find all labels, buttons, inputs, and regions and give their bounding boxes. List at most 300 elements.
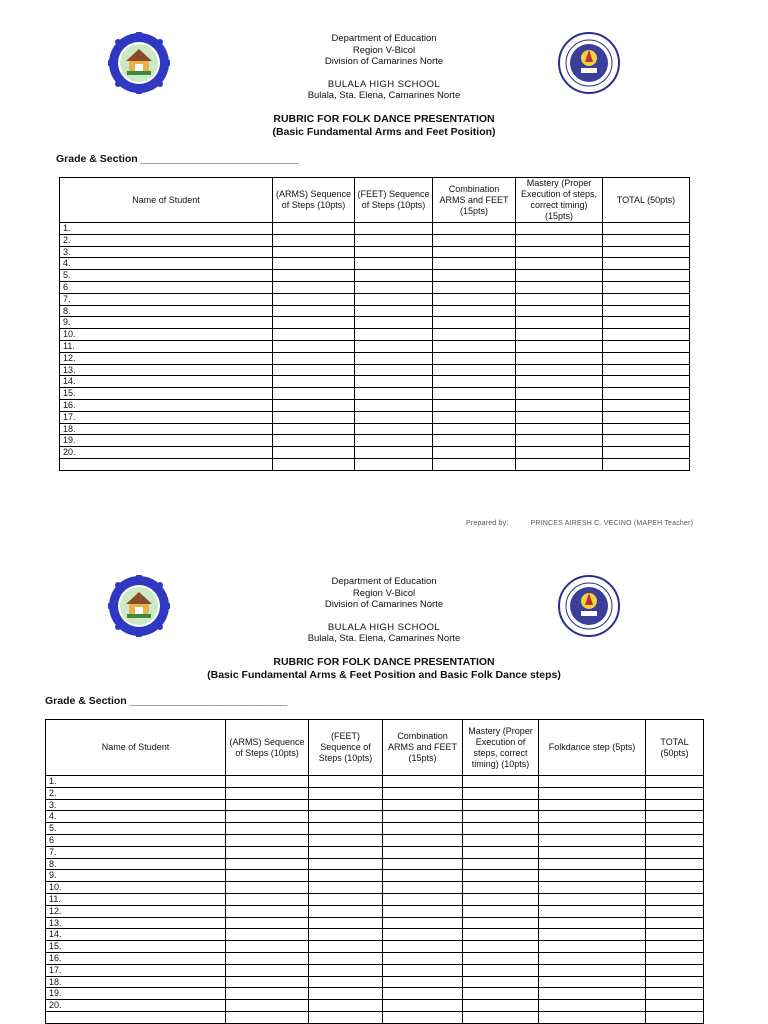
- score-cell: [226, 976, 309, 988]
- score-cell: [603, 329, 690, 341]
- score-cell: [539, 941, 646, 953]
- table-row: [46, 870, 704, 882]
- score-cell: [539, 776, 646, 788]
- score-cell: [603, 305, 690, 317]
- score-cell: [433, 258, 516, 270]
- grade-section-field: Grade & Section ___________________________: [45, 695, 288, 707]
- score-cell: [383, 952, 463, 964]
- score-cell: [646, 929, 704, 941]
- student-name-cell: 2.: [46, 787, 226, 799]
- score-cell: [646, 823, 704, 835]
- score-cell: [383, 941, 463, 953]
- header-department: Department of Education: [331, 33, 437, 44]
- score-cell: [355, 234, 433, 246]
- score-cell: [383, 964, 463, 976]
- score-cell: [355, 447, 433, 459]
- table-row: [46, 811, 704, 823]
- score-cell: [273, 364, 355, 376]
- score-cell: [226, 941, 309, 953]
- score-cell: [516, 258, 603, 270]
- school-header: [0, 33, 768, 102]
- score-cell: [646, 952, 704, 964]
- student-name-cell: 10.: [46, 882, 226, 894]
- score-cell: [383, 988, 463, 1000]
- header-region: Region V-Bicol: [352, 587, 416, 599]
- student-name-cell: 16.: [46, 952, 226, 964]
- score-cell: [539, 823, 646, 835]
- score-cell: [516, 293, 603, 305]
- score-cell: [273, 411, 355, 423]
- header-department: Department of Education: [331, 576, 437, 587]
- rubric-title: [0, 656, 768, 682]
- score-cell: [273, 423, 355, 435]
- table-row: [60, 364, 690, 376]
- grade-section-field: Grade & Section ___________________________: [56, 153, 299, 165]
- score-cell: [309, 941, 383, 953]
- student-name-cell: 13.: [60, 364, 273, 376]
- score-cell: [309, 917, 383, 929]
- score-cell: [603, 246, 690, 258]
- header-division: Division of Camarines Norte: [324, 56, 444, 67]
- student-name-cell: 15.: [46, 941, 226, 953]
- score-cell: [226, 811, 309, 823]
- student-name-cell: 11.: [46, 893, 226, 905]
- score-cell: [516, 340, 603, 352]
- score-cell: [309, 988, 383, 1000]
- score-cell: [355, 317, 433, 329]
- table-row: [46, 929, 704, 941]
- student-name-cell: 8.: [46, 858, 226, 870]
- score-cell: [539, 811, 646, 823]
- score-cell: [273, 317, 355, 329]
- score-cell: [603, 388, 690, 400]
- score-cell: [355, 223, 433, 235]
- score-cell: [463, 858, 539, 870]
- score-cell: [433, 364, 516, 376]
- score-cell: [433, 435, 516, 447]
- score-cell: [603, 458, 690, 470]
- score-cell: [516, 352, 603, 364]
- score-cell: [603, 340, 690, 352]
- student-name-cell: 3.: [46, 799, 226, 811]
- score-cell: [273, 234, 355, 246]
- table-row: [46, 976, 704, 988]
- header-school-name: BULALA HIGH SCHOOL: [327, 78, 441, 90]
- table-row: [60, 388, 690, 400]
- score-cell: [463, 811, 539, 823]
- score-cell: [646, 976, 704, 988]
- student-name-cell: 16.: [60, 399, 273, 411]
- score-cell: [603, 447, 690, 459]
- col-header-arms: (ARMS) Sequence of Steps (10pts): [226, 720, 309, 776]
- score-cell: [383, 1011, 463, 1023]
- score-cell: [226, 988, 309, 1000]
- table-row: [46, 823, 704, 835]
- score-cell: [309, 834, 383, 846]
- score-cell: [433, 270, 516, 282]
- score-cell: [463, 941, 539, 953]
- col-header-name: Name of Student: [60, 178, 273, 223]
- score-cell: [355, 329, 433, 341]
- score-cell: [516, 223, 603, 235]
- score-cell: [273, 435, 355, 447]
- prepared-by: [466, 520, 693, 527]
- col-header-feet: (FEET) Sequence of Steps (10pts): [309, 720, 383, 776]
- score-cell: [226, 964, 309, 976]
- score-cell: [226, 905, 309, 917]
- score-cell: [646, 787, 704, 799]
- score-cell: [463, 917, 539, 929]
- score-cell: [603, 234, 690, 246]
- score-cell: [516, 423, 603, 435]
- score-cell: [383, 834, 463, 846]
- student-name-cell: 1.: [60, 223, 273, 235]
- score-cell: [539, 882, 646, 894]
- score-cell: [646, 882, 704, 894]
- score-cell: [355, 293, 433, 305]
- score-cell: [309, 1011, 383, 1023]
- rubric-table: [59, 177, 690, 471]
- score-cell: [355, 305, 433, 317]
- score-cell: [383, 811, 463, 823]
- score-cell: [383, 917, 463, 929]
- rubric-subtitle: (Basic Fundamental Arms and Feet Position): [272, 126, 496, 138]
- score-cell: [309, 787, 383, 799]
- student-name-cell: 3.: [60, 246, 273, 258]
- score-cell: [516, 305, 603, 317]
- score-cell: [309, 858, 383, 870]
- score-cell: [463, 870, 539, 882]
- table-row: [60, 305, 690, 317]
- table-body: [60, 223, 690, 471]
- score-cell: [226, 858, 309, 870]
- score-cell: [646, 858, 704, 870]
- table-row: [60, 258, 690, 270]
- score-cell: [433, 423, 516, 435]
- score-cell: [273, 352, 355, 364]
- table-row: [46, 834, 704, 846]
- score-cell: [383, 882, 463, 894]
- table-row: [46, 964, 704, 976]
- student-name-cell: 7.: [60, 293, 273, 305]
- col-header-combination: Combination ARMS and FEET (15pts): [433, 178, 516, 223]
- score-cell: [355, 246, 433, 258]
- table-row: [60, 399, 690, 411]
- score-cell: [539, 799, 646, 811]
- score-cell: [433, 458, 516, 470]
- score-cell: [226, 882, 309, 894]
- rubric-title-main: RUBRIC FOR FOLK DANCE PRESENTATION: [273, 113, 495, 125]
- score-cell: [516, 364, 603, 376]
- table-row: [46, 1011, 704, 1023]
- score-cell: [383, 905, 463, 917]
- score-cell: [309, 1000, 383, 1012]
- score-cell: [226, 823, 309, 835]
- score-cell: [433, 447, 516, 459]
- score-cell: [309, 952, 383, 964]
- col-header-total: TOTAL (50pts): [646, 720, 704, 776]
- score-cell: [463, 964, 539, 976]
- score-cell: [226, 1011, 309, 1023]
- score-cell: [226, 776, 309, 788]
- score-cell: [646, 870, 704, 882]
- score-cell: [646, 917, 704, 929]
- score-cell: [355, 388, 433, 400]
- table-row: [46, 858, 704, 870]
- score-cell: [355, 376, 433, 388]
- table-row: [46, 787, 704, 799]
- score-cell: [646, 988, 704, 1000]
- score-cell: [516, 270, 603, 282]
- score-cell: [309, 964, 383, 976]
- rubric-table: [45, 719, 704, 1024]
- student-name-cell: 7.: [46, 846, 226, 858]
- score-cell: [463, 882, 539, 894]
- score-cell: [433, 246, 516, 258]
- score-cell: [516, 246, 603, 258]
- table-row: [46, 846, 704, 858]
- score-cell: [273, 340, 355, 352]
- score-cell: [539, 952, 646, 964]
- score-cell: [646, 799, 704, 811]
- table-row: [60, 234, 690, 246]
- student-name-cell: 5.: [60, 270, 273, 282]
- score-cell: [463, 787, 539, 799]
- score-cell: [463, 976, 539, 988]
- student-name-cell: 15.: [60, 388, 273, 400]
- score-cell: [539, 964, 646, 976]
- table-row: [60, 411, 690, 423]
- score-cell: [433, 376, 516, 388]
- score-cell: [646, 964, 704, 976]
- score-cell: [603, 435, 690, 447]
- student-name-cell: 20.: [46, 1000, 226, 1012]
- score-cell: [355, 399, 433, 411]
- score-cell: [603, 258, 690, 270]
- score-cell: [603, 399, 690, 411]
- score-cell: [273, 399, 355, 411]
- score-cell: [603, 317, 690, 329]
- score-cell: [646, 1011, 704, 1023]
- score-cell: [273, 258, 355, 270]
- score-cell: [463, 823, 539, 835]
- score-cell: [433, 388, 516, 400]
- table-row: [60, 423, 690, 435]
- score-cell: [603, 281, 690, 293]
- score-cell: [433, 329, 516, 341]
- score-cell: [226, 846, 309, 858]
- student-name-cell: 12.: [46, 905, 226, 917]
- score-cell: [355, 423, 433, 435]
- col-header-combination: Combination ARMS and FEET (15pts): [383, 720, 463, 776]
- score-cell: [463, 1000, 539, 1012]
- score-cell: [273, 447, 355, 459]
- score-cell: [463, 799, 539, 811]
- table-row: [46, 917, 704, 929]
- score-cell: [226, 929, 309, 941]
- score-cell: [603, 423, 690, 435]
- score-cell: [226, 799, 309, 811]
- student-name-cell: 17.: [60, 411, 273, 423]
- score-cell: [516, 376, 603, 388]
- score-cell: [603, 270, 690, 282]
- score-cell: [226, 1000, 309, 1012]
- student-name-cell: 19.: [60, 435, 273, 447]
- score-cell: [539, 905, 646, 917]
- score-cell: [355, 458, 433, 470]
- score-cell: [539, 846, 646, 858]
- score-cell: [516, 329, 603, 341]
- score-cell: [309, 776, 383, 788]
- table-row: [46, 1000, 704, 1012]
- score-cell: [539, 1011, 646, 1023]
- score-cell: [309, 893, 383, 905]
- score-cell: [433, 223, 516, 235]
- table-row: [46, 988, 704, 1000]
- student-name-cell: 10.: [60, 329, 273, 341]
- score-cell: [516, 435, 603, 447]
- score-cell: [309, 811, 383, 823]
- score-cell: [646, 811, 704, 823]
- score-cell: [463, 776, 539, 788]
- score-cell: [355, 258, 433, 270]
- student-name-cell: 9.: [46, 870, 226, 882]
- student-name-cell: 5.: [46, 823, 226, 835]
- student-name-cell: 6: [46, 834, 226, 846]
- score-cell: [646, 846, 704, 858]
- score-cell: [516, 234, 603, 246]
- score-cell: [226, 917, 309, 929]
- score-cell: [226, 870, 309, 882]
- student-name-cell: 8.: [60, 305, 273, 317]
- table-row: [60, 246, 690, 258]
- table-row: [60, 293, 690, 305]
- score-cell: [355, 281, 433, 293]
- score-cell: [603, 293, 690, 305]
- score-cell: [355, 340, 433, 352]
- table-row: [60, 376, 690, 388]
- score-cell: [516, 447, 603, 459]
- score-cell: [273, 293, 355, 305]
- table-row: [46, 882, 704, 894]
- score-cell: [309, 823, 383, 835]
- score-cell: [539, 893, 646, 905]
- score-cell: [355, 364, 433, 376]
- col-header-feet: (FEET) Sequence of Steps (10pts): [355, 178, 433, 223]
- student-name-cell: 1.: [46, 776, 226, 788]
- score-cell: [309, 799, 383, 811]
- table-row: [60, 281, 690, 293]
- score-cell: [383, 799, 463, 811]
- student-name-cell: 13.: [46, 917, 226, 929]
- table-row: [60, 435, 690, 447]
- header-school-name: BULALA HIGH SCHOOL: [327, 621, 441, 633]
- score-cell: [273, 281, 355, 293]
- table-row: [60, 352, 690, 364]
- score-cell: [383, 893, 463, 905]
- score-cell: [646, 893, 704, 905]
- student-name-cell: 9.: [60, 317, 273, 329]
- table-row: [46, 952, 704, 964]
- table-row: [60, 340, 690, 352]
- score-cell: [646, 941, 704, 953]
- student-name-cell: 18.: [60, 423, 273, 435]
- student-name-cell: 14.: [46, 929, 226, 941]
- score-cell: [433, 352, 516, 364]
- table-row: [60, 447, 690, 459]
- col-header-folkdance-step: Folkdance step (5pts): [539, 720, 646, 776]
- score-cell: [646, 776, 704, 788]
- score-cell: [463, 893, 539, 905]
- score-cell: [433, 399, 516, 411]
- score-cell: [309, 929, 383, 941]
- score-cell: [309, 846, 383, 858]
- table-row: [46, 799, 704, 811]
- score-cell: [516, 281, 603, 293]
- score-cell: [226, 834, 309, 846]
- student-name-cell: 12.: [60, 352, 273, 364]
- table-row: [60, 270, 690, 282]
- score-cell: [433, 411, 516, 423]
- school-header: [0, 576, 768, 645]
- score-cell: [603, 223, 690, 235]
- score-cell: [516, 317, 603, 329]
- score-cell: [463, 905, 539, 917]
- score-cell: [539, 988, 646, 1000]
- score-cell: [309, 976, 383, 988]
- rubric-title-main: RUBRIC FOR FOLK DANCE PRESENTATION: [273, 656, 495, 668]
- score-cell: [273, 329, 355, 341]
- header-address: Bulala, Sta. Elena, Camarines Norte: [307, 90, 461, 101]
- score-cell: [433, 340, 516, 352]
- score-cell: [226, 893, 309, 905]
- score-cell: [355, 270, 433, 282]
- score-cell: [383, 776, 463, 788]
- score-cell: [355, 435, 433, 447]
- header-region: Region V-Bicol: [352, 44, 416, 56]
- table-row: [46, 905, 704, 917]
- score-cell: [539, 834, 646, 846]
- rubric-subtitle: (Basic Fundamental Arms & Feet Position and Basic Folk Dance steps): [207, 669, 561, 681]
- score-cell: [309, 882, 383, 894]
- prepared-by-label: Prepared by:: [466, 520, 509, 527]
- table-row: [46, 941, 704, 953]
- score-cell: [539, 917, 646, 929]
- score-cell: [226, 787, 309, 799]
- score-cell: [463, 1011, 539, 1023]
- score-cell: [516, 399, 603, 411]
- score-cell: [516, 458, 603, 470]
- score-cell: [539, 870, 646, 882]
- score-cell: [273, 246, 355, 258]
- prepared-by-name: PRINCES AIRESH C. VECINO (MAPEH Teacher): [530, 520, 694, 527]
- score-cell: [309, 870, 383, 882]
- score-cell: [516, 388, 603, 400]
- col-header-mastery: Mastery (Proper Execution of steps, correct timing) (10pts): [463, 720, 539, 776]
- score-cell: [309, 905, 383, 917]
- score-cell: [463, 988, 539, 1000]
- score-cell: [603, 411, 690, 423]
- student-name-cell: 11.: [60, 340, 273, 352]
- score-cell: [646, 834, 704, 846]
- score-cell: [355, 411, 433, 423]
- score-cell: [603, 376, 690, 388]
- score-cell: [539, 787, 646, 799]
- col-header-mastery: Mastery (Proper Execution of steps, correct timing) (15pts): [516, 178, 603, 223]
- header-address: Bulala, Sta. Elena, Camarines Norte: [307, 633, 461, 644]
- score-cell: [433, 281, 516, 293]
- score-cell: [603, 364, 690, 376]
